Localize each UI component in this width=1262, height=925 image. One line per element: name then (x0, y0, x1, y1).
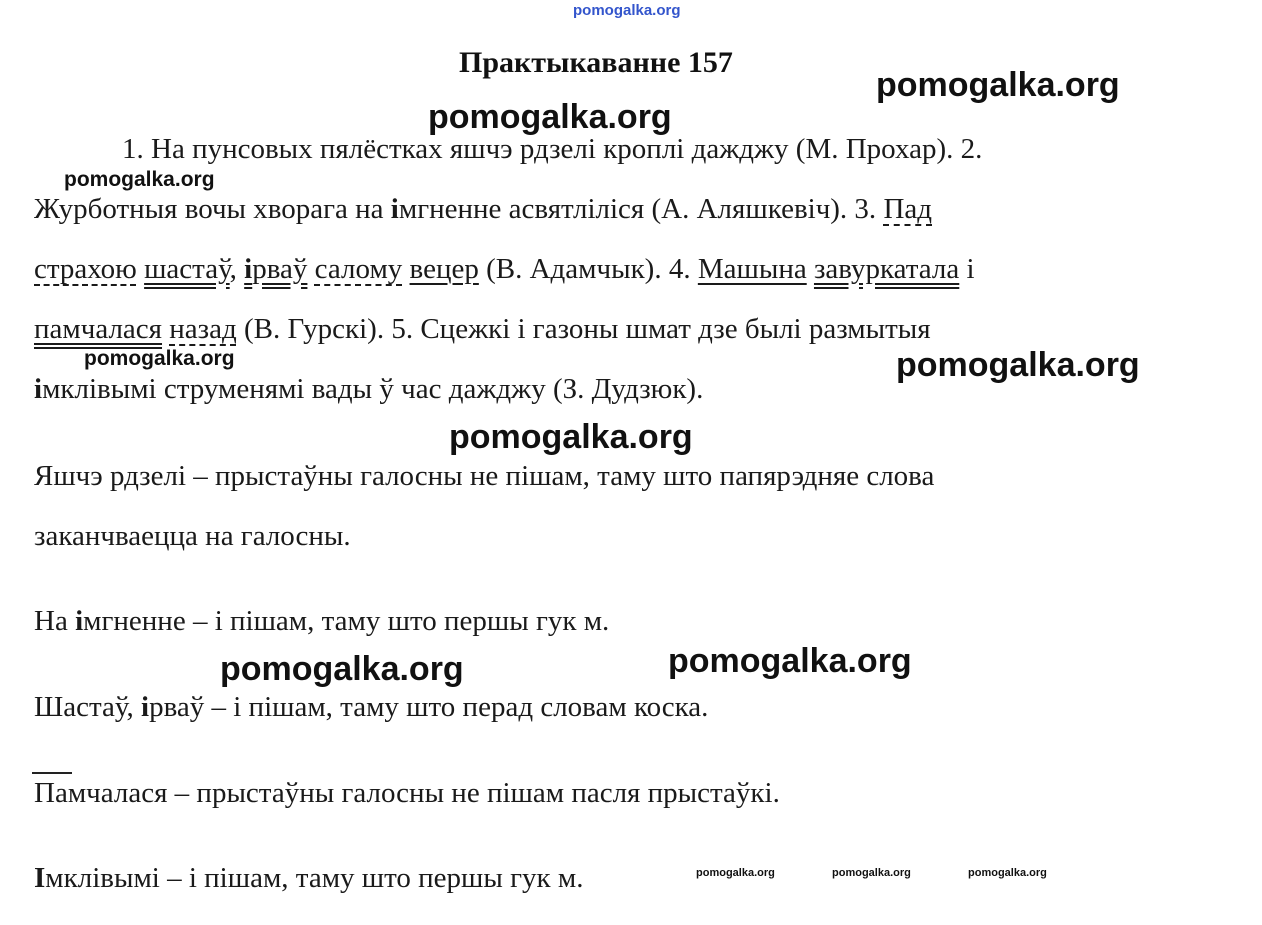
text-segment: мклівымі струменямі вады ў час дажджу (З. Дудзюк). (42, 373, 704, 405)
explanation-5 (34, 862, 583, 895)
text-segment: , (229, 253, 245, 285)
predicate-word (244, 253, 307, 285)
watermark: pomogalka.org (896, 346, 1140, 384)
adverbial-word: назад (169, 313, 237, 345)
watermark: pomogalka.org (220, 650, 464, 688)
text-segment: рваў – і пішам, таму што перад словам коска. (149, 691, 709, 723)
predicate-word: завуркатала (813, 253, 960, 285)
prosthetic-vowel: і (141, 691, 150, 723)
exercise-line-3 (34, 253, 975, 286)
explanation-1-line-2: заканчваецца на галосны. (34, 520, 351, 552)
explanation-2 (34, 605, 609, 638)
adverbial-word: страхою (34, 253, 137, 285)
predicate-word: шастаў (144, 253, 230, 285)
text-segment: Шастаў, (34, 691, 141, 723)
text-segment: (В. Адамчык). 4. (478, 253, 698, 285)
watermark: pomogalka.org (64, 168, 215, 191)
prosthetic-vowel: І (34, 862, 46, 894)
adverbial-word: Пад (883, 193, 933, 225)
text-segment: мгненне – і пішам, таму што першы гук м. (83, 605, 610, 637)
watermark: pomogalka.org (832, 867, 911, 879)
watermark: pomogalka.org (876, 66, 1120, 104)
prosthetic-vowel: і (390, 193, 399, 225)
text-segment: мклівымі – і пішам, таму што першы гук м. (45, 862, 584, 894)
prosthetic-vowel: і (34, 373, 43, 405)
prosthetic-vowel: і (75, 605, 84, 637)
prefix-mark (32, 772, 72, 774)
explanation-4: Памчалася – прыстаўны галосны не пішам пасля прыстаўкі. (34, 777, 780, 809)
watermark: pomogalka.org (449, 418, 693, 456)
explanation-1-line-1: Яшчэ рдзелі – прыстаўны галосны не пішам, таму што папярэдняе слова (34, 460, 935, 492)
text-segment: На (34, 605, 76, 637)
watermark: pomogalka.org (668, 642, 912, 680)
object-word: салому (314, 253, 403, 285)
watermark: pomogalka.org (968, 867, 1047, 879)
text-segment: і (959, 253, 975, 285)
exercise-line-4 (34, 313, 931, 346)
exercise-line-1: 1. На пунсовых пялёстках яшчэ рдзелі кроплі дажджу (М. Прохар). 2. (122, 133, 983, 165)
explanation-3 (34, 691, 708, 724)
exercise-line-5 (34, 373, 703, 406)
text-segment: рваў (252, 253, 308, 285)
text-segment: мгненне асвятліліся (А. Аляшкевіч). 3. (398, 193, 884, 225)
exercise-line-2 (34, 193, 932, 226)
watermark: pomogalka.org (696, 867, 775, 879)
text-segment: Журботныя вочы хворага на (34, 193, 391, 225)
subject-word: Машына (697, 253, 807, 285)
watermark-top: pomogalka.org (573, 2, 681, 19)
subject-word: вецер (409, 253, 479, 285)
watermark: pomogalka.org (428, 98, 672, 136)
text-segment: (В. Гурскі). 5. Сцежкі і газоны шмат дзе былі размытыя (236, 313, 931, 345)
watermark: pomogalka.org (84, 347, 235, 370)
page-title: Практыкаванне 157 (459, 46, 733, 79)
predicate-word: памчалася (34, 313, 163, 345)
prosthetic-vowel: і (244, 253, 253, 285)
